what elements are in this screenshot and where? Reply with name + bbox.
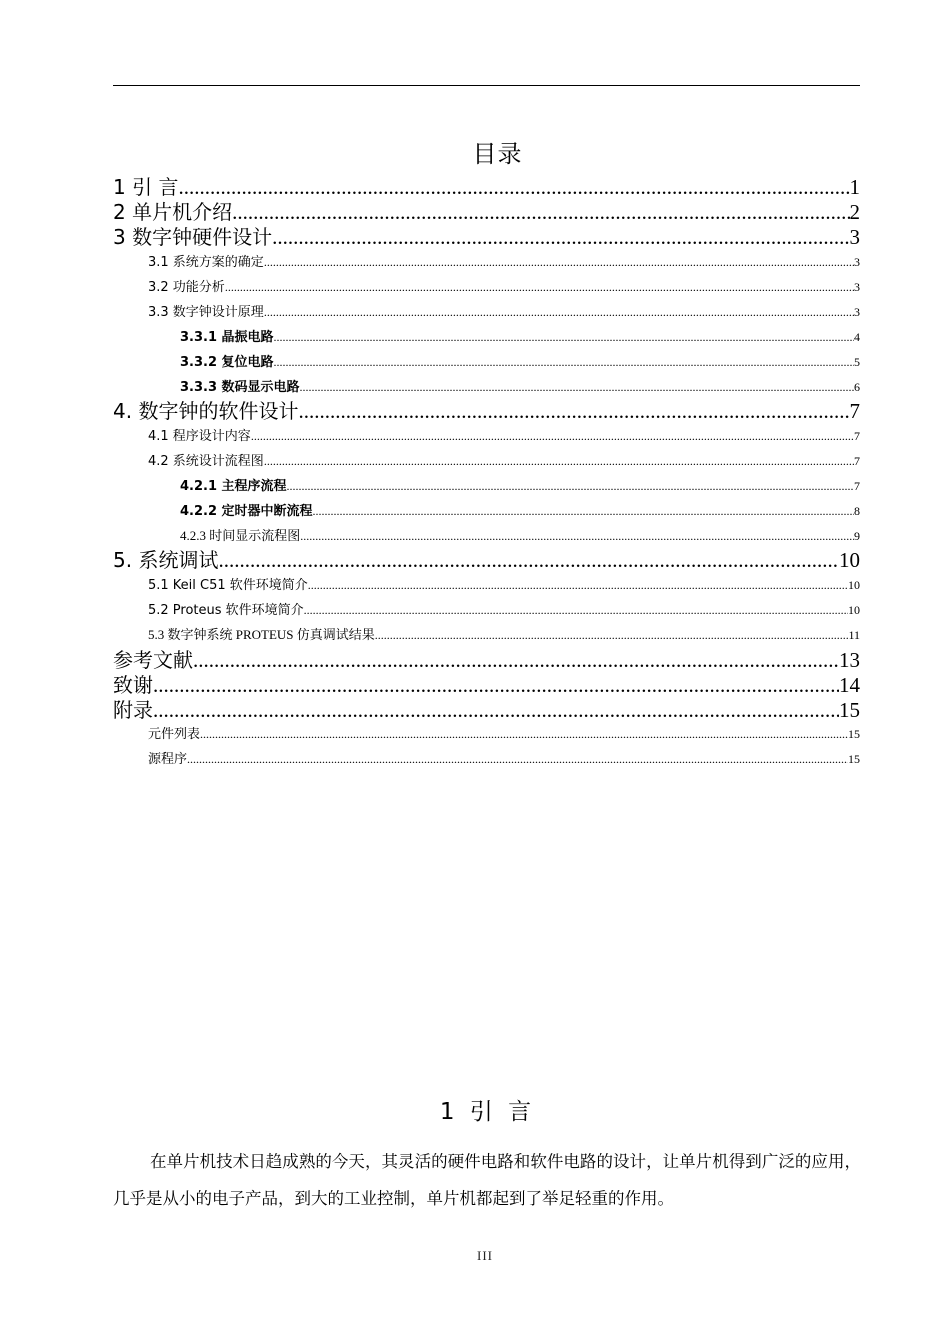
toc-entry-label: 4.2.3 时间显示流程图 [180, 528, 301, 543]
toc-entry-label: 4. 数字钟的软件设计 [113, 399, 299, 423]
toc-entry-source-code[interactable] [113, 750, 860, 768]
toc-entry-label: 3.2 功能分析 [148, 280, 225, 295]
toc-entry-4-2-3[interactable] [113, 527, 860, 545]
toc-entry-label: 源程序 [148, 752, 188, 767]
toc-entry-label: 4.2.2 定时器中断流程 [180, 504, 313, 519]
toc-title: 目录 [472, 140, 523, 168]
toc-entry-label: 1 引 言 [113, 175, 179, 199]
toc-entry-5-2[interactable] [113, 601, 860, 619]
toc-leader-dots [264, 253, 854, 271]
toc-entry-3-2[interactable] [113, 278, 860, 296]
toc-leader-dots [225, 278, 854, 296]
toc-leader-dots [153, 672, 839, 698]
toc-entry-3-3[interactable] [113, 303, 860, 321]
toc-entry-3-3-3[interactable] [113, 378, 860, 396]
toc-leader-dots [304, 601, 848, 619]
toc-leader-dots [308, 576, 848, 594]
toc-leader-dots [218, 547, 839, 573]
toc-leader-dots [274, 353, 854, 371]
toc-entry-label: 5.2 Proteus 软件环境简介 [148, 603, 304, 618]
toc-leader-dots [200, 725, 848, 743]
toc-entry-page: 9 [854, 529, 860, 543]
toc-entry-page: 15 [848, 752, 860, 766]
toc-entry-page: 15 [848, 727, 860, 741]
toc-entry-page: 3 [849, 225, 860, 249]
toc-entry-label: 4.2 系统设计流程图 [148, 454, 264, 469]
toc-entry-4-2-1[interactable] [113, 477, 860, 495]
toc-entry-5[interactable] [113, 547, 860, 573]
toc-entry-label: 3.3.2 复位电路 [180, 355, 274, 370]
toc-entry-page: 7 [854, 454, 860, 468]
toc-leader-dots [232, 199, 849, 225]
toc-entry-3-1[interactable] [113, 253, 860, 271]
toc-entry-4-2-2[interactable] [113, 502, 860, 520]
toc-leader-dots [264, 303, 854, 321]
body-paragraph: 在单片机技术日趋成熟的今天，其灵活的硬件电路和软件电路的设计，让单片机得到广泛的应用，几乎是从小的电子产品，到大的工业控制，单片机都起到了举足轻重的作用。 [113, 1152, 861, 1208]
toc-entry-label: 5. 系统调试 [113, 548, 219, 572]
toc-entry-page: 10 [839, 548, 860, 572]
toc-leader-dots [264, 452, 854, 470]
toc-entry-page: 11 [848, 628, 860, 642]
toc-entry-label: 5.3 数字钟系统 PROTEUS 仿真调试结果 [148, 627, 375, 642]
toc-entry-3-3-1[interactable] [113, 328, 860, 346]
toc-entry-page: 2 [849, 200, 860, 224]
toc-leader-dots [272, 224, 849, 250]
toc-entry-label: 3.3 数字钟设计原理 [148, 305, 264, 320]
toc-entry-page: 4 [854, 330, 860, 344]
toc-entry-1[interactable] [113, 174, 860, 200]
toc-entry-page: 3 [854, 305, 860, 319]
toc-entry-label: 致谢 [113, 673, 153, 697]
toc-entry-5-3[interactable] [113, 626, 860, 644]
page-number: III [477, 1248, 493, 1263]
toc-leader-dots [251, 427, 854, 445]
toc-entry-label: 5.1 Keil C51 软件环境简介 [148, 578, 308, 593]
toc-entry-page: 14 [839, 673, 860, 697]
toc-leader-dots [153, 697, 839, 723]
toc-entry-references[interactable] [113, 647, 860, 673]
toc-entry-page: 7 [849, 399, 860, 423]
toc-entry-label: 4.2.1 主程序流程 [180, 479, 287, 494]
toc-entry-label: 3 数字钟硬件设计 [113, 225, 273, 249]
section-heading: 1 引 言 [439, 1099, 536, 1125]
toc-entry-page: 10 [848, 603, 860, 617]
toc-leader-dots [298, 398, 849, 424]
toc-leader-dots [193, 647, 839, 673]
toc-entry-label: 参考文献 [113, 648, 193, 672]
toc-entry-label: 3.3.3 数码显示电路 [180, 380, 300, 395]
toc-entry-label: 2 单片机介绍 [113, 200, 233, 224]
toc-entry-page: 13 [839, 648, 860, 672]
toc-entry-4-1[interactable] [113, 427, 860, 445]
toc-entry-page: 10 [848, 578, 860, 592]
toc-entry-page: 1 [849, 175, 860, 199]
toc-entry-page: 5 [854, 355, 860, 369]
toc-entry-label: 3.3.1 晶振电路 [180, 330, 274, 345]
toc-entry-label: 附录 [113, 698, 153, 722]
toc-entry-page: 7 [854, 479, 860, 493]
toc-leader-dots [313, 502, 854, 520]
toc-leader-dots [300, 378, 854, 396]
toc-leader-dots [287, 477, 854, 495]
toc-entry-label: 元件列表 [148, 727, 201, 742]
toc-entry-2[interactable] [113, 199, 860, 225]
header-rule [113, 85, 860, 86]
toc-leader-dots [300, 527, 854, 545]
toc-entry-5-1[interactable] [113, 576, 860, 594]
toc-leader-dots [274, 328, 854, 346]
toc-entry-page: 3 [854, 255, 860, 269]
toc-entry-appendix[interactable] [113, 697, 860, 723]
toc-entry-page: 15 [839, 698, 860, 722]
toc-entry-4[interactable] [113, 398, 860, 424]
toc-entry-page: 3 [854, 280, 860, 294]
toc-entry-4-2[interactable] [113, 452, 860, 470]
toc-entry-3-3-2[interactable] [113, 353, 860, 371]
toc-leader-dots [375, 626, 849, 644]
toc-leader-dots [178, 174, 849, 200]
toc-entry-acknowledgements[interactable] [113, 672, 860, 698]
toc-entry-page: 6 [854, 380, 860, 394]
toc-entry-page: 7 [854, 429, 860, 443]
toc-entry-page: 8 [854, 504, 860, 518]
toc-entry-component-list[interactable] [113, 725, 860, 743]
toc-leader-dots [187, 750, 848, 768]
toc-entry-label: 4.1 程序设计内容 [148, 429, 251, 444]
toc-entry-3[interactable] [113, 224, 860, 250]
toc-entry-label: 3.1 系统方案的确定 [148, 255, 264, 270]
